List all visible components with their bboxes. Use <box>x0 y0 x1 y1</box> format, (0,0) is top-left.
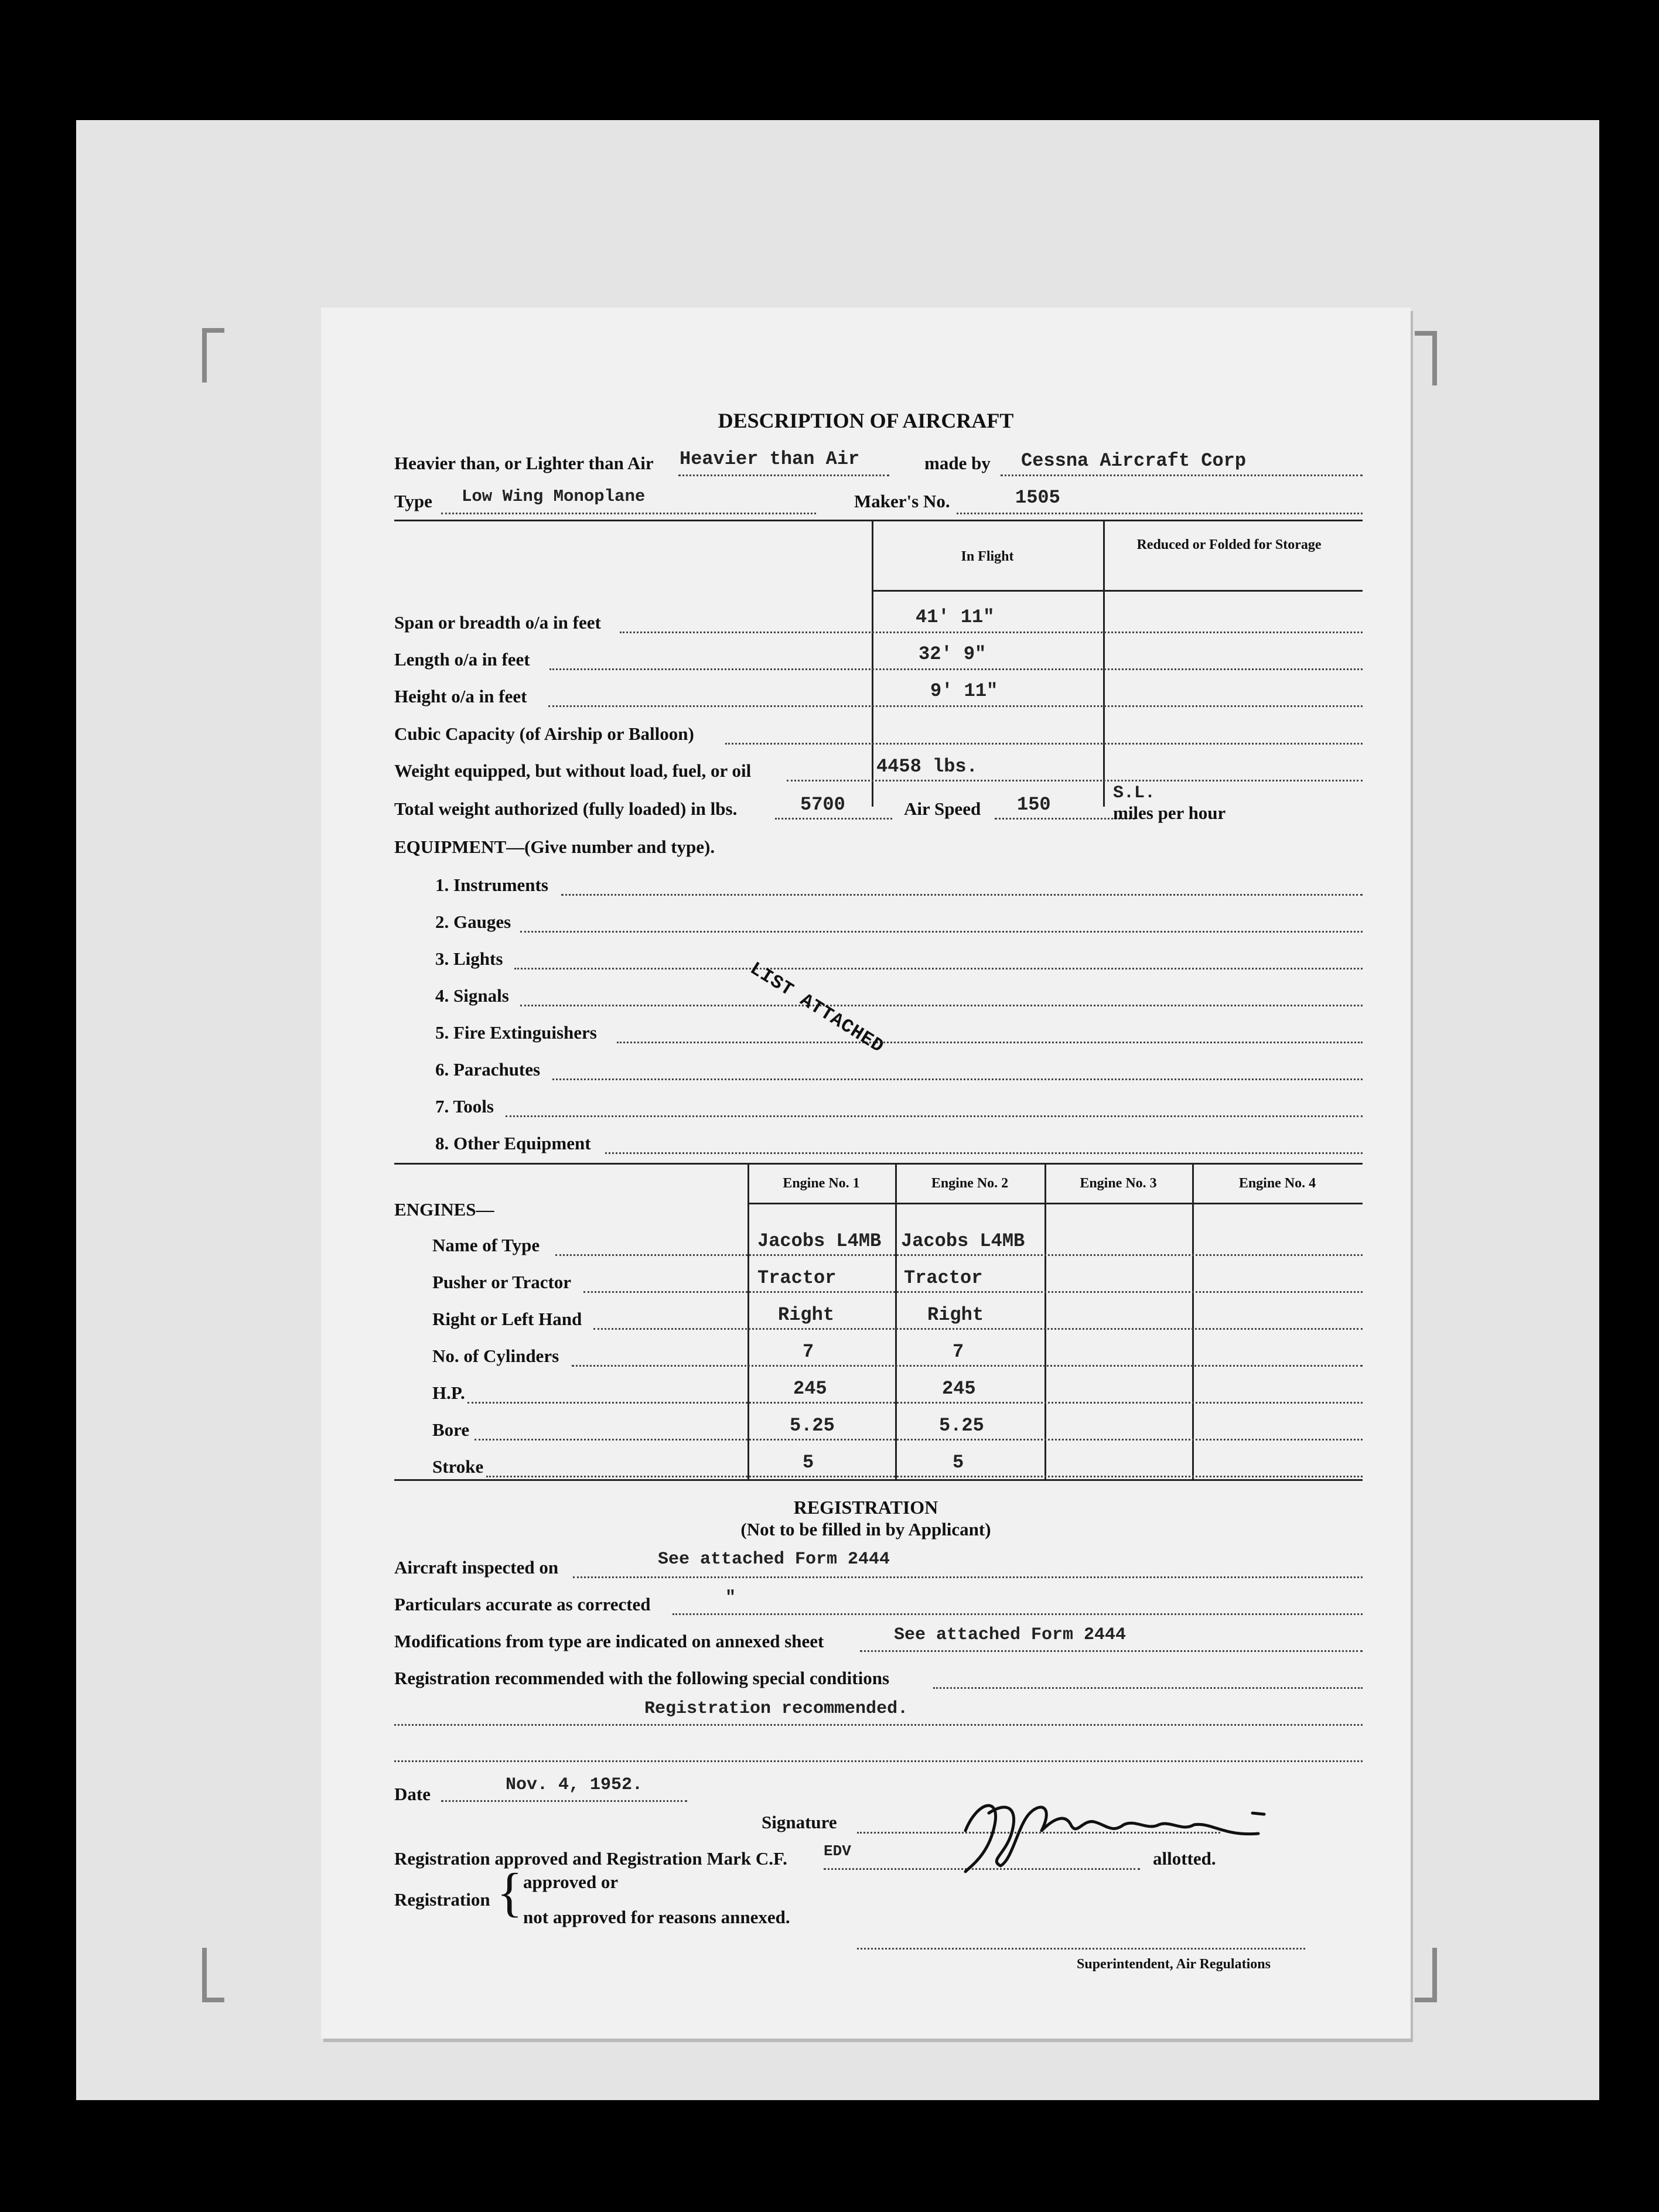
engine-2-hand: Right <box>927 1304 984 1326</box>
engine-row-label: H.P. <box>432 1383 465 1403</box>
mph-label: miles per hour <box>1113 803 1226 823</box>
airspeed-value: 150 <box>1017 794 1051 815</box>
engine-row-label: Name of Type <box>432 1235 540 1255</box>
modifications-label: Modifications from type are indicated on annexed sheet <box>394 1631 824 1651</box>
corner-bracket <box>1415 1948 1437 2002</box>
not-approved-label: not approved for reasons annexed. <box>523 1907 790 1927</box>
engine-2-type: Jacobs L4MB <box>901 1230 1025 1252</box>
handwritten-signature <box>954 1778 1305 1878</box>
engine-1-hand: Right <box>778 1304 835 1326</box>
equipment-item: 4. Signals <box>435 985 509 1006</box>
equipment-item: 7. Tools <box>435 1096 494 1117</box>
engine-row-label: Right or Left Hand <box>432 1309 582 1329</box>
corner-bracket <box>1415 331 1437 385</box>
made-by-value: Cessna Aircraft Corp <box>1021 450 1247 472</box>
registration-heading: REGISTRATION <box>793 1497 938 1518</box>
folded-header: Reduced or Folded for Storage <box>1136 537 1322 552</box>
engine-1-bore: 5.25 <box>790 1415 835 1436</box>
allotted-label: allotted. <box>1153 1848 1216 1869</box>
superintendent-label: Superintendent, Air Regulations <box>1077 1957 1271 1972</box>
type-value: Low Wing Monoplane <box>462 487 646 506</box>
heavier-lighter-label: Heavier than, or Lighter than Air <box>394 453 654 473</box>
engine-header: Engine No. 3 <box>1080 1176 1157 1191</box>
engine-2-hp: 245 <box>942 1378 976 1399</box>
engine-1-stroke: 5 <box>803 1452 814 1473</box>
type-label: Type <box>394 491 432 511</box>
engine-2-bore: 5.25 <box>939 1415 984 1436</box>
mark-value: EDV <box>824 1842 851 1860</box>
recommended-value: Registration recommended. <box>644 1699 909 1719</box>
engine-header: Engine No. 1 <box>783 1176 860 1191</box>
engine-row-label: Stroke <box>432 1456 484 1477</box>
engine-1-cylinders: 7 <box>803 1341 814 1363</box>
makers-no-value: 1505 <box>1015 487 1060 508</box>
weight-equipped-value: 4458 lbs. <box>876 756 978 777</box>
engine-2-cylinders: 7 <box>953 1341 964 1363</box>
equipment-item: 3. Lights <box>435 948 503 969</box>
weight-equipped-label: Weight equipped, but without load, fuel, or oil <box>394 760 752 781</box>
aircraft-form <box>321 308 1411 2039</box>
in-flight-header: In Flight <box>961 549 1014 564</box>
span-label: Span or breadth o/a in feet <box>394 612 601 633</box>
engine-2-pusher: Tractor <box>904 1267 983 1289</box>
date-value: Nov. 4, 1952. <box>506 1775 643 1795</box>
form-title: DESCRIPTION OF AIRCRAFT <box>718 409 1014 432</box>
registration-label: Registration <box>394 1889 490 1910</box>
particulars-value: " <box>725 1588 736 1608</box>
corner-bracket <box>202 1948 224 2002</box>
total-weight-value: 5700 <box>800 794 845 815</box>
length-value: 32' 9" <box>919 643 986 665</box>
equipment-heading: EQUIPMENT—(Give number and type). <box>394 837 715 857</box>
particulars-label: Particulars accurate as corrected <box>394 1594 651 1614</box>
total-weight-label: Total weight authorized (fully loaded) in lbs. <box>394 798 738 819</box>
recommended-label: Registration recommended with the following special conditions <box>394 1668 890 1688</box>
makers-no-label: Maker's No. <box>854 491 950 511</box>
registration-subheading: (Not to be filled in by Applicant) <box>740 1519 991 1539</box>
engine-1-type: Jacobs L4MB <box>757 1230 882 1252</box>
signature-label: Signature <box>762 1812 837 1832</box>
airspeed-note: S.L. <box>1113 783 1156 803</box>
engine-1-hp: 245 <box>793 1378 827 1399</box>
engine-2-stroke: 5 <box>953 1452 964 1473</box>
engine-header: Engine No. 4 <box>1238 1176 1316 1191</box>
equipment-item: 1. Instruments <box>435 875 548 895</box>
airspeed-label: Air Speed <box>904 798 981 819</box>
height-label: Height o/a in feet <box>394 686 527 706</box>
length-label: Length o/a in feet <box>394 649 530 670</box>
date-label: Date <box>394 1784 431 1804</box>
heavier-lighter-value: Heavier than Air <box>680 448 860 470</box>
approved-or-label: approved or <box>523 1872 619 1892</box>
cubic-capacity-label: Cubic Capacity (of Airship or Balloon) <box>394 723 694 744</box>
equipment-item: 5. Fire Extinguishers <box>435 1022 597 1043</box>
height-value: 9' 11" <box>930 680 998 702</box>
span-value: 41' 11" <box>916 606 995 628</box>
modifications-value: See attached Form 2444 <box>894 1625 1127 1645</box>
equipment-item: 2. Gauges <box>435 912 511 932</box>
brace: { <box>497 1862 523 1922</box>
inspected-label: Aircraft inspected on <box>394 1557 559 1578</box>
list-attached-stamp: LIST ATTACHED <box>746 958 888 1058</box>
engine-1-pusher: Tractor <box>757 1267 837 1289</box>
equipment-item: 6. Parachutes <box>435 1059 541 1080</box>
engine-header: Engine No. 2 <box>931 1176 1009 1191</box>
made-by-label: made by <box>924 453 991 473</box>
engine-row-label: No. of Cylinders <box>432 1346 559 1366</box>
engines-heading: ENGINES— <box>394 1199 494 1220</box>
corner-bracket <box>202 328 224 383</box>
engine-row-label: Pusher or Tractor <box>432 1272 572 1292</box>
engine-row-label: Bore <box>432 1419 470 1440</box>
approved-mark-label: Registration approved and Registration Mark C.F. <box>394 1848 787 1869</box>
equipment-item: 8. Other Equipment <box>435 1133 591 1153</box>
inspected-value: See attached Form 2444 <box>658 1549 890 1569</box>
